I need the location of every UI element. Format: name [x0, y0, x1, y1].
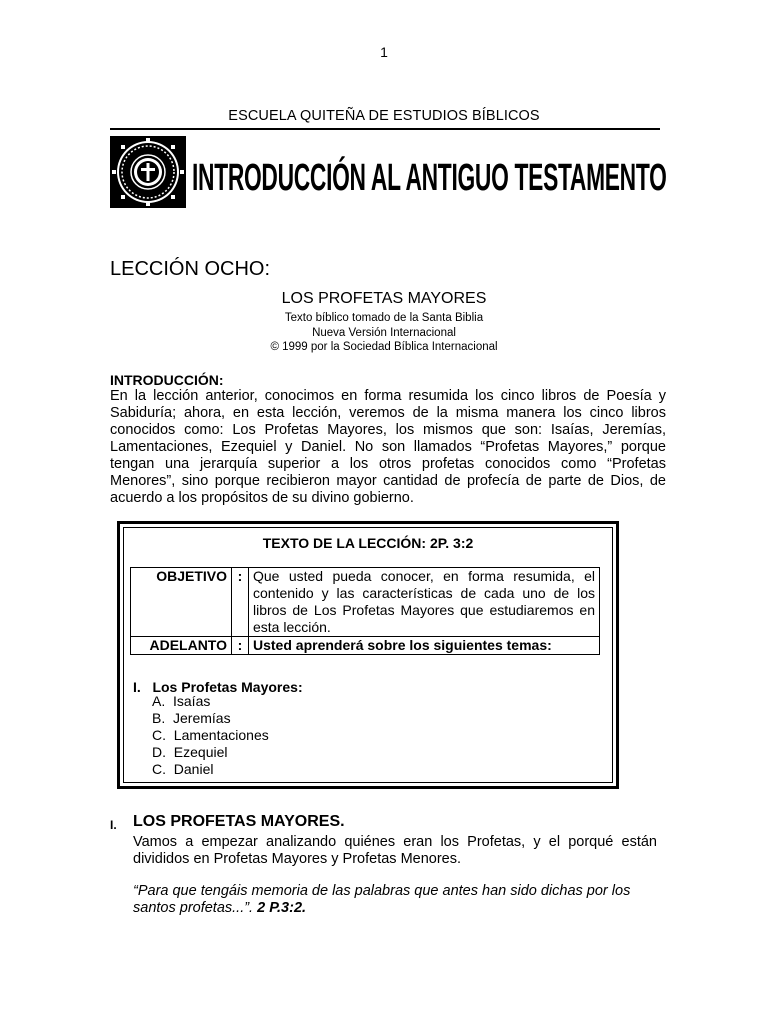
course-banner-title: INTRODUCCIÓN AL ANTIGUO TESTAMENTO: [192, 157, 667, 199]
list-item: C. Lamentaciones: [152, 727, 269, 743]
list-item: B. Jeremías: [152, 710, 231, 726]
school-name: ESCUELA QUITEÑA DE ESTUDIOS BÍBLICOS: [228, 108, 540, 124]
school-seal-logo: [110, 136, 186, 208]
separator: :: [232, 637, 249, 655]
scripture-quote: [133, 883, 657, 917]
quote-reference: 2 P.3:2.: [257, 900, 307, 916]
seal-icon: [110, 136, 186, 208]
bible-credit-line: © 1999 por la Sociedad Bíblica Internacional: [270, 341, 498, 353]
page-number: 1: [380, 44, 388, 60]
bible-credit-line: Texto bíblico tomado de la Santa Biblia: [284, 312, 484, 324]
preview-text: Usted aprenderá sobre los siguientes temas:: [249, 637, 600, 655]
objective-table: [130, 567, 600, 655]
lesson-subtitle: LOS PROFETAS MAYORES: [281, 290, 487, 307]
quote-text: “Para que tengáis memoria de las palabras que antes han sido dichas por los santos profetas...”.: [133, 883, 631, 916]
topic-list-heading: I. Los Profetas Mayores:: [133, 679, 303, 695]
preview-label: ADELANTO: [131, 637, 232, 655]
list-item: D. Ezequiel: [152, 744, 228, 760]
introduction-body: En la lección anterior, conocimos en forma resumida los cinco libros de Poesía y Sabiduría; ahora, en esta lección, veremos de la misma manera los cinco libros conocidos como: Los Profetas Mayores, los mismos que son: Isaías, Jeremías, Lamentaciones, Ezequiel y Daniel. No son llamados “Profetas Mayores,” porque tengan una jerarquía superior a los otros profetas conocidos como “Profetas Menores”, sino porque recibieron mayor cantidad de profecía de parte de Dios, de acuerdo a los propósitos de su divino gobierno.: [110, 388, 666, 506]
objective-label: OBJETIVO: [131, 568, 232, 637]
section-title: LOS PROFETAS MAYORES.: [133, 813, 345, 830]
list-item: A. Isaías: [152, 693, 211, 709]
introduction-heading: INTRODUCCIÓN:: [110, 372, 224, 388]
section-number: I.: [110, 818, 117, 832]
list-item: C. Daniel: [152, 761, 214, 777]
section-body: Vamos a empezar analizando quiénes eran los Profetas, y el porqué están divididos en Profetas Mayores y Profetas Menores.: [133, 834, 657, 867]
lesson-text-title: TEXTO DE LA LECCIÓN: 2P. 3:2: [262, 535, 474, 551]
objective-text: Que usted pueda conocer, en forma resumida, el contenido y las características de cada uno de los libros de Los Profetas Mayores que estudiaremos en esta lección.: [249, 568, 600, 637]
lesson-title: LECCIÓN OCHO:: [110, 258, 271, 280]
bible-credit-line: Nueva Versión Internacional: [312, 327, 456, 339]
separator: :: [232, 568, 249, 637]
header-divider: [110, 128, 660, 130]
table-row: [131, 637, 600, 655]
table-row: [131, 568, 600, 637]
